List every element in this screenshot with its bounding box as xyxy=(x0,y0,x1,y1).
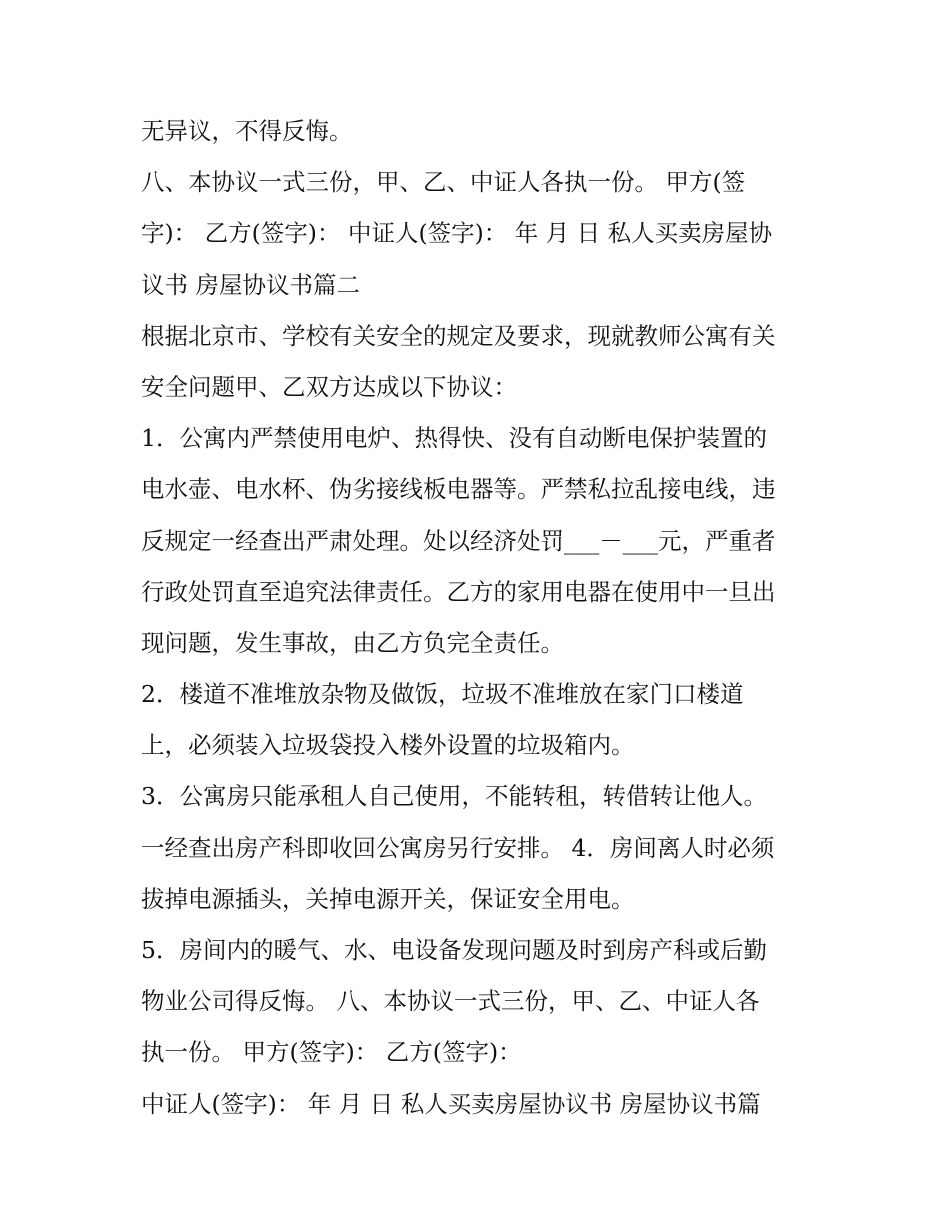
text-line: 拔掉电源插头，关掉电源开关，保证安全用电。 xyxy=(141,884,635,913)
text-line: 现问题，发生事故，由乙方负完全责任。 xyxy=(141,628,564,657)
text-line: 议书 房屋协议书篇二 xyxy=(141,270,360,299)
text-line: 1．公寓内严禁使用电炉、热得快、没有自动断电保护装置的 xyxy=(141,424,767,453)
text-line: 字)： 乙方(签字)： 中证人(签字)： 年 月 日 私人买卖房屋协 xyxy=(141,219,773,248)
text-line: 八、本协议一式三份，甲、乙、中证人各执一份。 甲方(签 xyxy=(141,168,746,197)
text-line: 执一份。 甲方(签字)： 乙方(签字)： xyxy=(141,1038,522,1067)
text-line: 一经查出房产科即收回公寓房另行安排。 4．房间离人时必须 xyxy=(141,833,775,862)
text-line: 2．楼道不准堆放杂物及做饭，垃圾不准堆放在家门口楼道 xyxy=(141,680,744,709)
text-line: 上，必须装入垃圾袋投入楼外设置的垃圾箱内。 xyxy=(141,731,635,760)
text-line: 3．公寓房只能承租人自己使用，不能转租，转借转让他人。 xyxy=(141,782,767,811)
text-line: 中证人(签字)： 年 月 日 私人买卖房屋协议书 房屋协议书篇 xyxy=(141,1089,761,1118)
text-line: 根据北京市、学校有关安全的规定及要求，现就教师公寓有关 xyxy=(141,321,776,350)
text-line: 反规定一经查出严肃处理。处以经济处罚___－___元，严重者 xyxy=(141,526,776,555)
text-line: 电水壶、电水杯、伪劣接线板电器等。严禁私拉乱接电线，违 xyxy=(141,475,776,504)
text-line: 行政处罚直至追究法律责任。乙方的家用电器在使用中一旦出 xyxy=(141,577,776,606)
document-body xyxy=(141,106,821,1130)
text-line: 5．房间内的暖气、水、电设备发现问题及时到房产科或后勤 xyxy=(141,936,767,964)
text-line: 无异议，不得反悔。 xyxy=(141,117,353,145)
text-line: 物业公司得反悔。 八、本协议一式三份，甲、乙、中证人各 xyxy=(141,987,760,1016)
text-line: 安全问题甲、乙双方达成以下协议： xyxy=(141,372,517,401)
